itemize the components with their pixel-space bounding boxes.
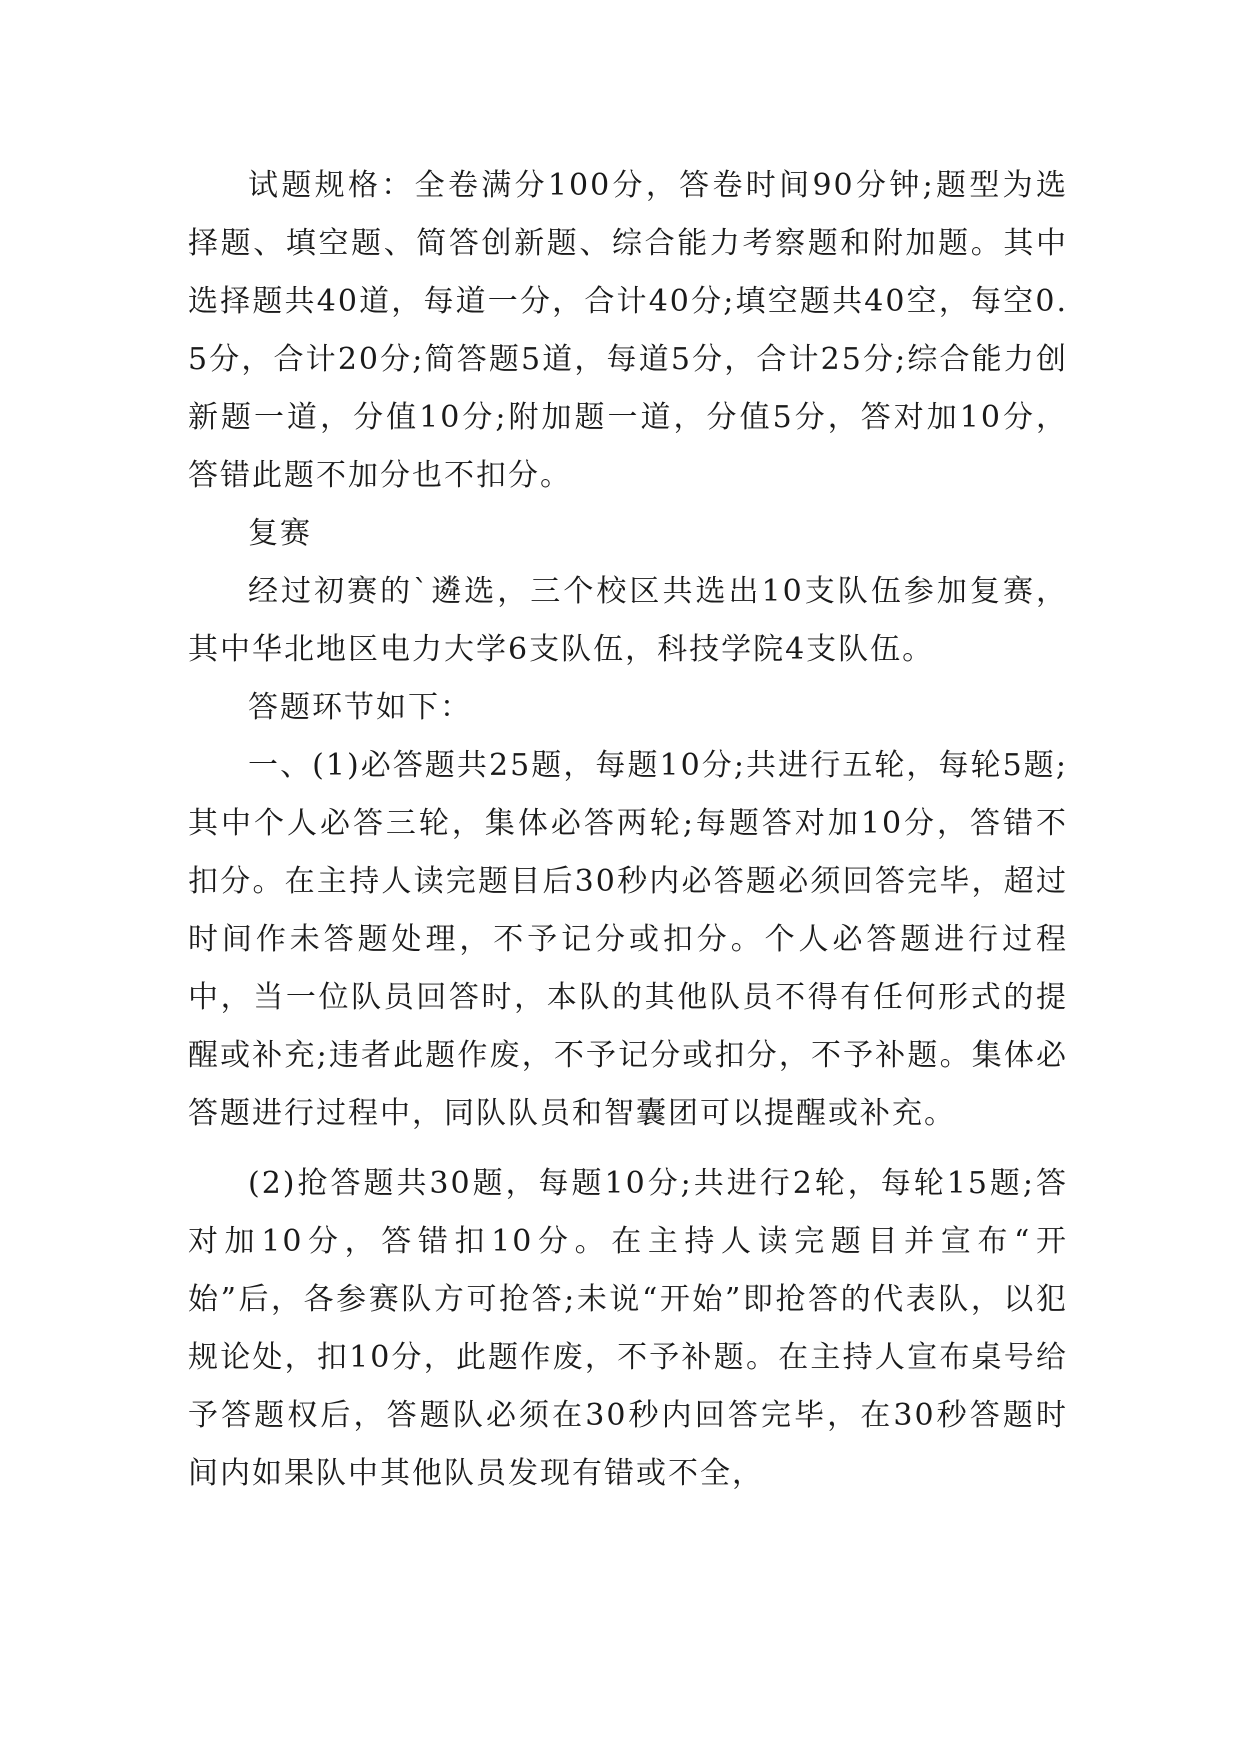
paragraph-semifinal-heading: 复赛 xyxy=(248,516,312,551)
document-body xyxy=(188,157,1068,1503)
paragraph-buzzer-questions: (2)抢答题共30题，每题10分;共进行2轮，每轮15题;答对加10分，答错扣10分。在主持人读完题目并宣布“开始”后，各参赛队方可抢答;未说“开始”即抢答的代表队，以犯规论处，扣10分，此题作废，不予补题。在主持人宣布桌号给予答题权后，答题队必须在30秒内回答完毕，在30秒答题时间内如果队中其他队员发现有错或不全， xyxy=(188,1166,1068,1491)
paragraph-semifinal-teams: 经过初赛的`遴选，三个校区共选出10支队伍参加复赛，其中华北地区电力大学6支队伍，科技学院4支队伍。 xyxy=(188,574,1068,667)
paragraph-required-questions: 一、(1)必答题共25题，每题10分;共进行五轮，每轮5题;其中个人必答三轮，集体必答两轮;每题答对加10分，答错不扣分。在主持人读完题目后30秒内必答题必须回答完毕，超过时间作未答题处理，不予记分或扣分。个人必答题进行过程中，当一位队员回答时，本队的其他队员不得有任何形式的提醒或补充;违者此题作废，不予记分或扣分，不予补题。集体必答题进行过程中，同队队员和智囊团可以提醒或补充。 xyxy=(188,748,1068,1131)
paragraph-answer-sections-intro: 答题环节如下： xyxy=(248,690,472,725)
paragraph-exam-spec: 试题规格：全卷满分100分，答卷时间90分钟;题型为选择题、填空题、简答创新题、综合能力考察题和附加题。其中选择题共40道，每道一分，合计40分;填空题共40空，每空0.5分，合计20分;简答题5道，每道5分，合计25分;综合能力创新题一道，分值10分;附加题一道，分值5分，答对加10分，答错此题不加分也不扣分。 xyxy=(188,168,1068,493)
